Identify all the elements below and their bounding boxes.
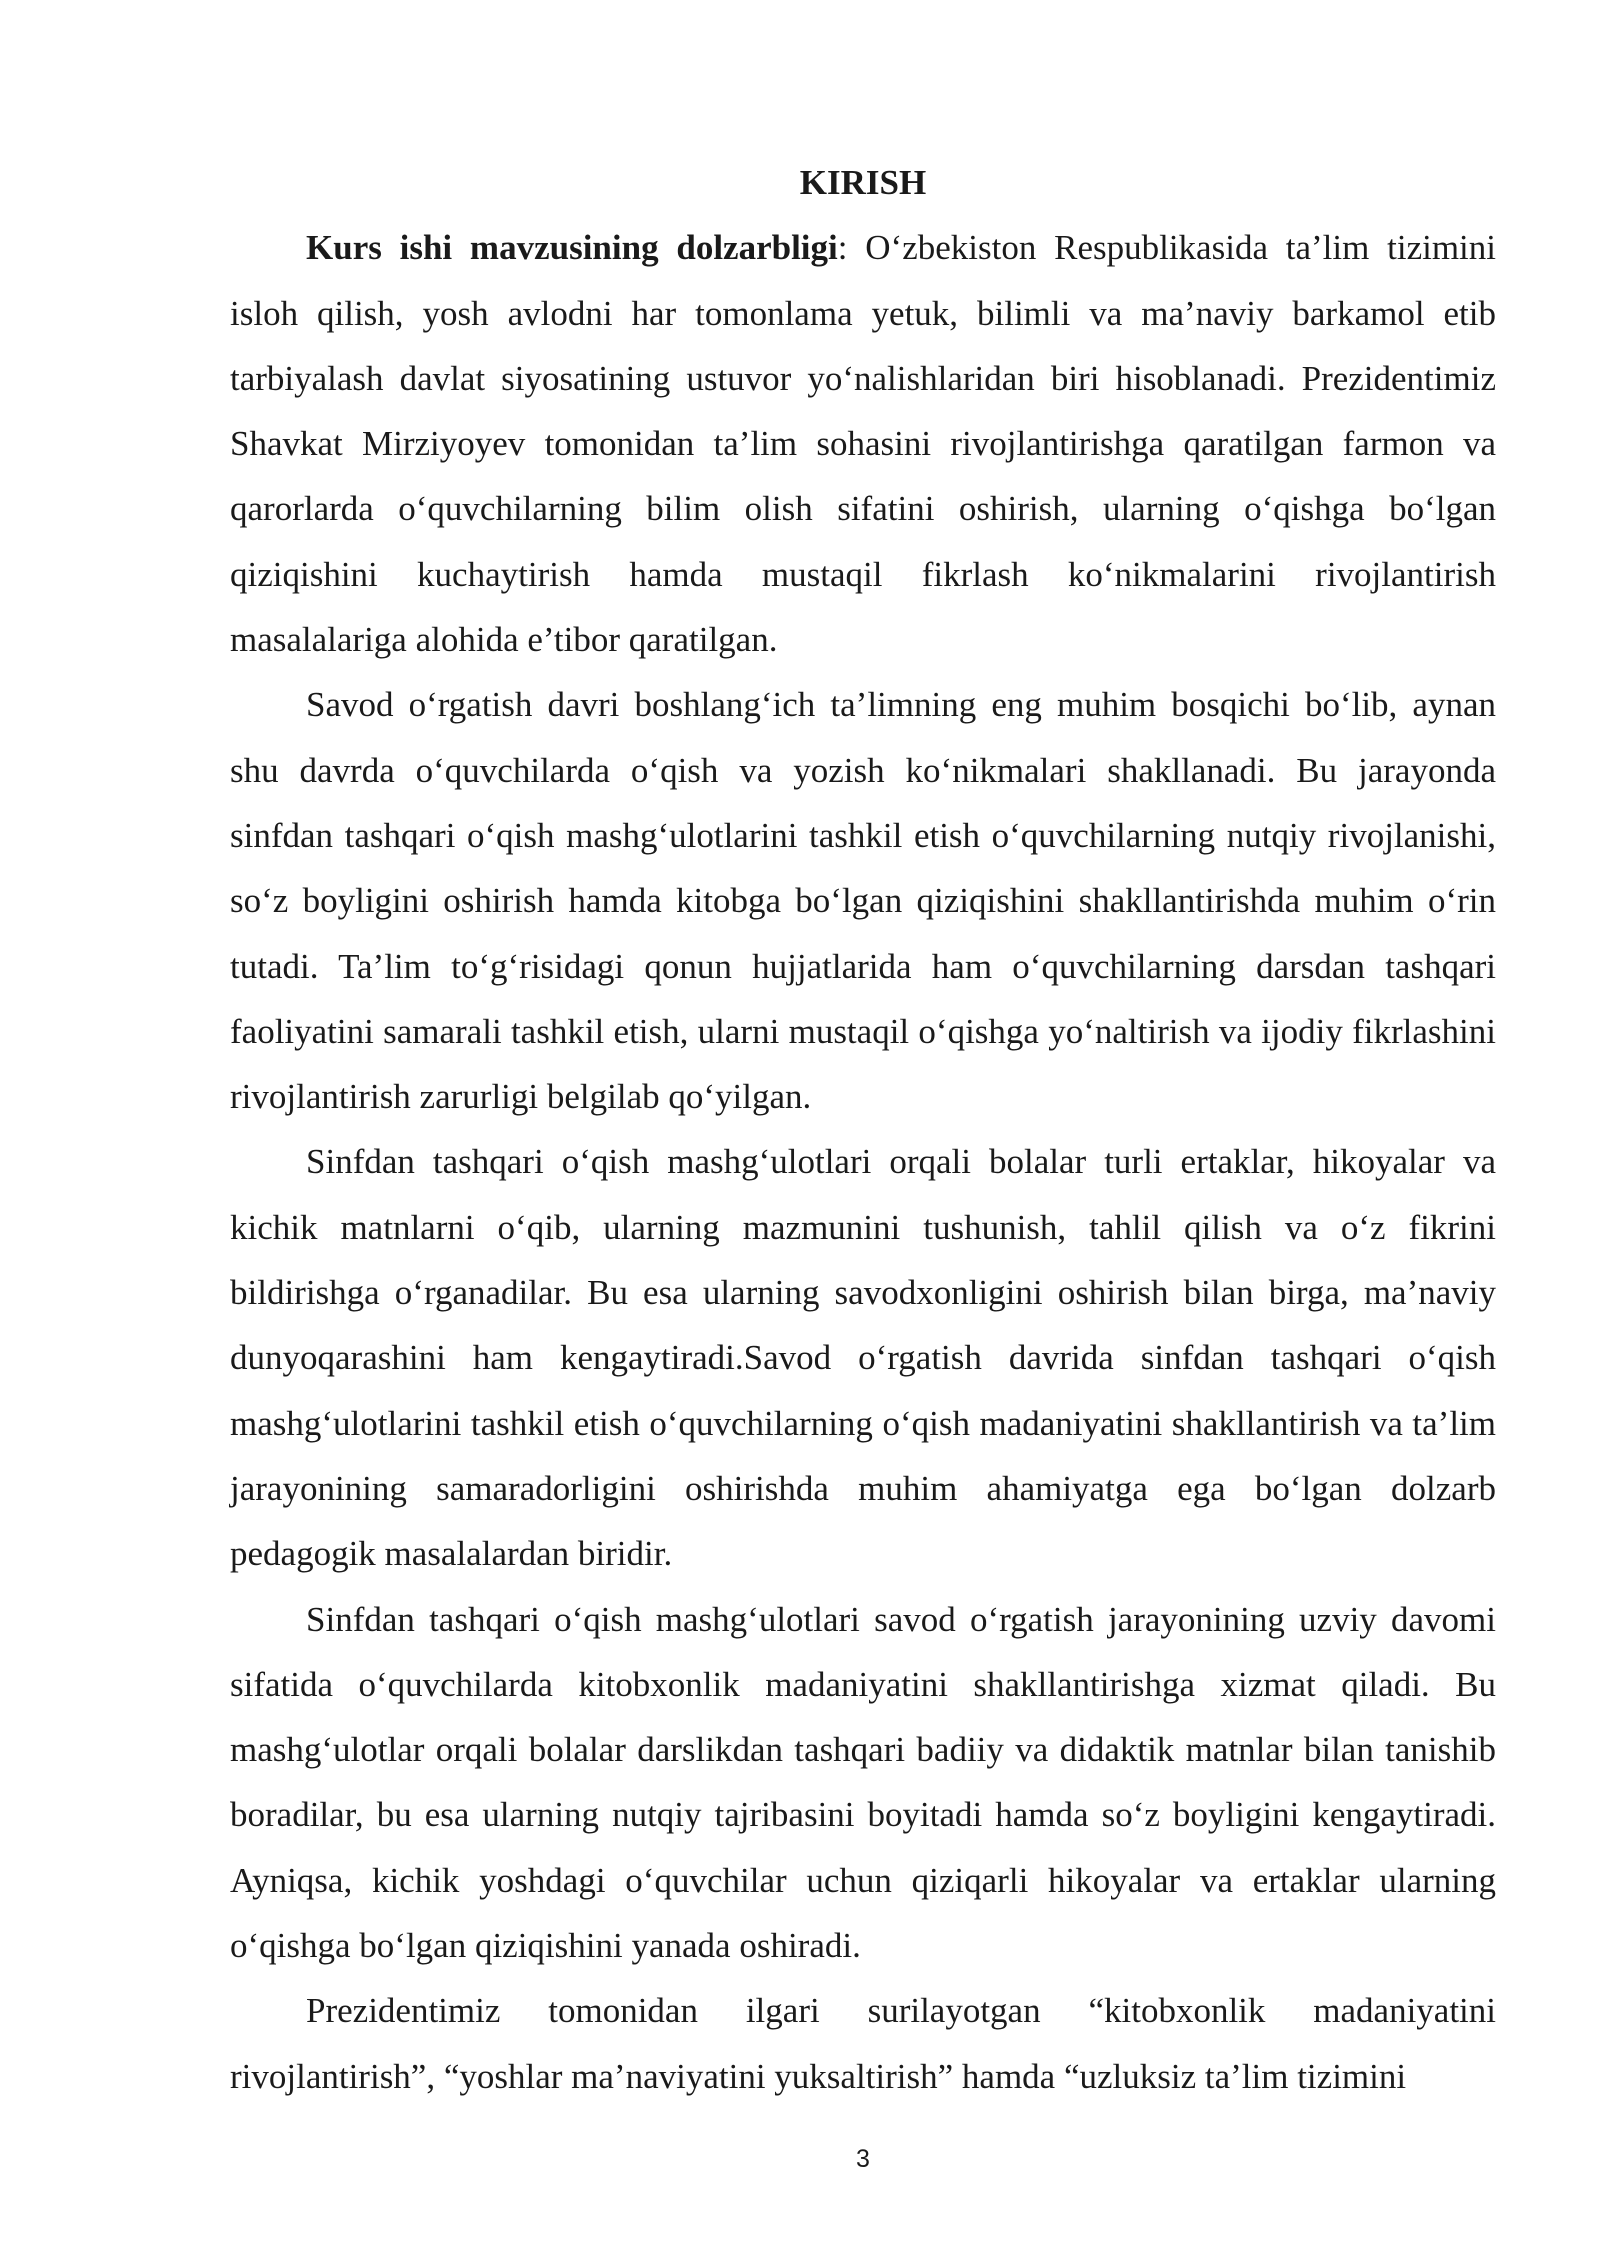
document-page [230,150,1496,2109]
page-title: KIRISH [799,163,927,202]
body-paragraph-1: Savod o‘rgatish davri boshlang‘ich ta’limning eng muhim bosqichi bo‘lib, aynan shu davrda o‘quvchilarda o‘qish va yozish ko‘nikmalari shakllanadi. Bu jarayonda sinfdan tashqari o‘qish mashg‘ulotlarini tashkil etish o‘quvchilarning nutqiy rivojlanishi, so‘z boyligini oshirish hamda kitobga bo‘lgan qiziqishini shakllantirishda muhim o‘rin tutadi. Ta’lim to‘g‘risidagi qonun hujjatlarida ham o‘quvchilarning darsdan tashqari faoliyatini samarali tashkil etish, ularni mustaqil o‘qishga yo‘naltirish va ijodiy fikrlashini rivojlantirish zarurligi belgilab qo‘yilgan. [230,685,1496,1117]
intro-paragraph [230,215,1496,672]
page-number: 3 [856,2145,870,2173]
body-paragraph-2: Sinfdan tashqari o‘qish mashg‘ulotlari orqali bolalar turli ertaklar, hikoyalar va kichik matnlarni o‘qib, ularning mazmunini tushunish, tahlil qilish va o‘z fikrini bildirishga o‘rganadilar. Bu esa ularning savodxonligini oshirish bilan birga, ma’naviy dunyoqarashini ham kengaytiradi.Savod o‘rgatish davrida sinfdan tashqari o‘qish mashg‘ulotlarini tashkil etish o‘quvchilarning o‘qish madaniyatini shakllantirish va ta’lim jarayonining samaradorligini oshirishda muhim ahamiyatga ega bo‘lgan dolzarb pedagogik masalalardan biridir. [230,1142,1496,1574]
body-paragraph-3: Sinfdan tashqari o‘qish mashg‘ulotlari savod o‘rgatish jarayonining uzviy davomi sifatida o‘quvchilarda kitobxonlik madaniyatini shakllantirishga xizmat qiladi. Bu mashg‘ulotlar orqali bolalar darslikdan tashqari badiiy va didaktik matnlar bilan tanishib boradilar, bu esa ularning nutqiy tajribasini boyitadi hamda so‘z boyligini kengaytiradi. Ayniqsa, kichik yoshdagi o‘quvchilar uchun qiziqarli hikoyalar va ertaklar ularning o‘qishga bo‘lgan qiziqishini yanada oshiradi. [230,1599,1496,1966]
intro-bold-lead: Kurs ishi mavzusining dolzarbligi [306,228,838,268]
intro-text: : O‘zbekiston Respublikasida ta’lim tizimini isloh qilish, yosh avlodni har tomonlama yetuk, bilimli va ma’naviy barkamol etib tarbiyalash davlat siyosatining ustuvor yo‘nalishlaridan biri hisoblanadi. Prezidentimiz Shavkat Mirziyoyev tomonidan ta’lim sohasini rivojlantirishga qaratilgan farmon va qarorlarda o‘quvchilarning bilim olish sifatini oshirish, ularning o‘qishga bo‘lgan qiziqishini kuchaytirish hamda mustaqil fikrlash ko‘nikmalarini rivojlantirish masalalariga alohida e’tibor qaratilgan. [230,228,1496,660]
body-paragraph-4: Prezidentimiz tomonidan ilgari surilayotgan “kitobxonlik madaniyatini rivojlantirish”, “yoshlar ma’naviyatini yuksaltirish” hamda “uzluksiz ta’lim tizimini [230,1991,1496,2096]
